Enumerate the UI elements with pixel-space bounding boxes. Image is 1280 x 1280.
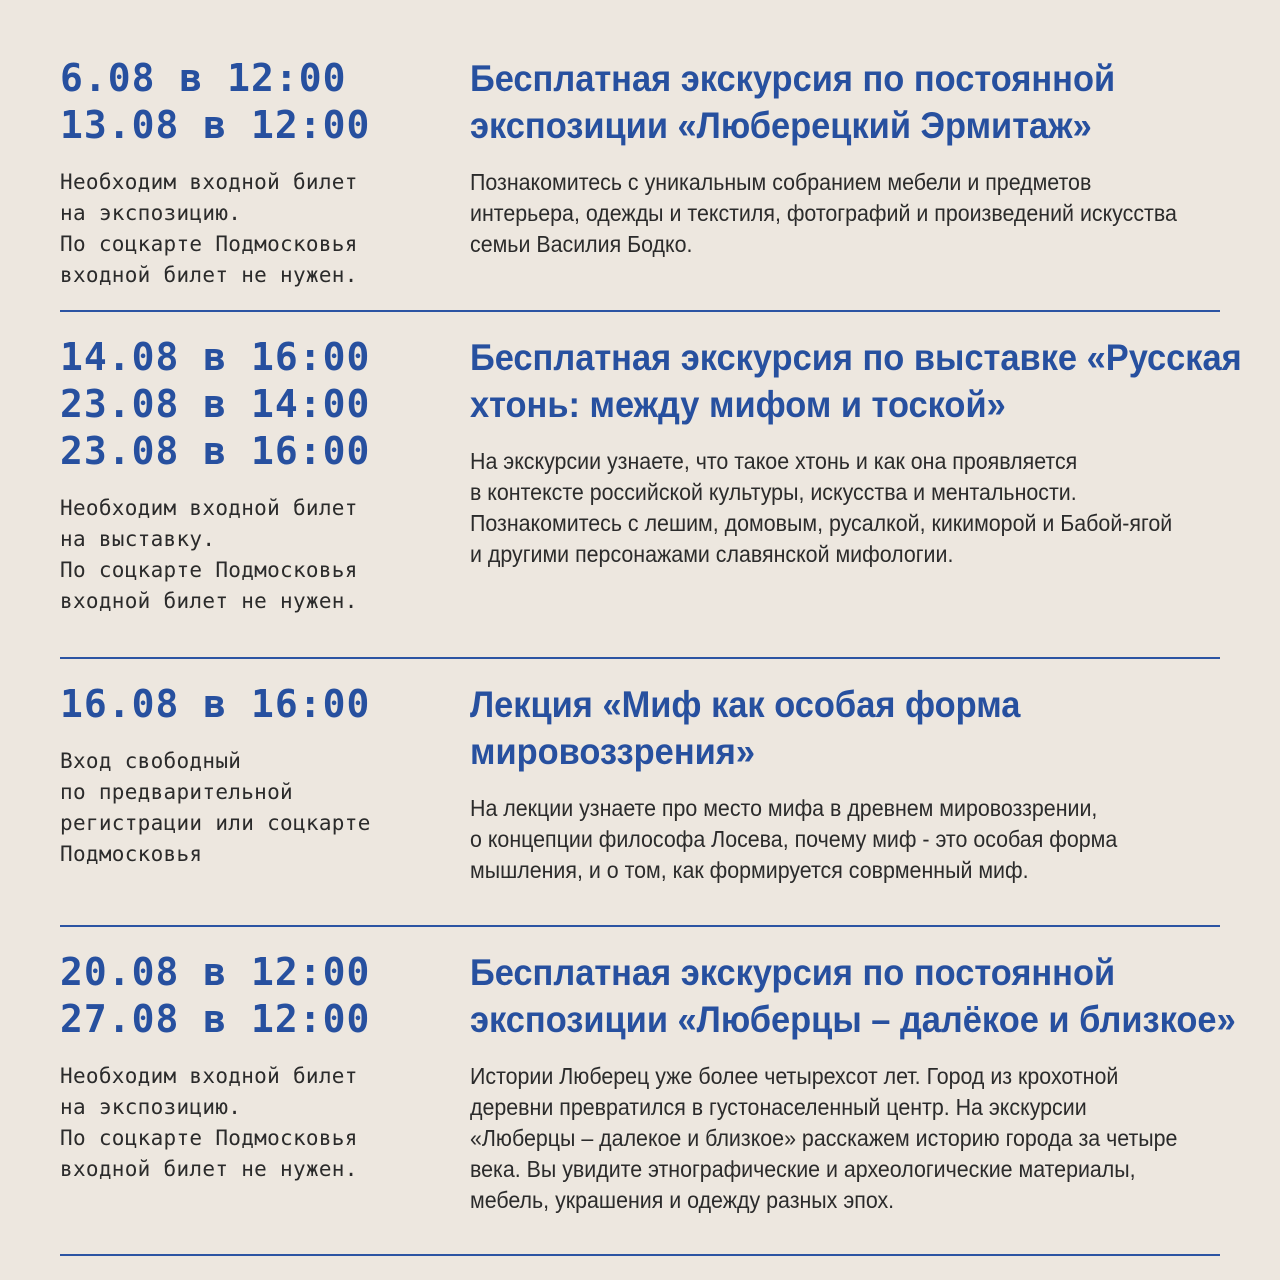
event-date: 14.08 в 16:00: [60, 335, 371, 379]
description-line: в контексте российской культуры, искусства и ментальности.: [470, 479, 1077, 505]
title-line: Бесплатная экскурсия по постоянной: [470, 58, 1116, 99]
event-dates: [60, 949, 460, 1043]
event-dates: [60, 681, 460, 728]
event-description: [470, 1061, 1230, 1216]
description-line: Познакомитесь с лешим, домовым, русалкой, кикиморой и Бабой-ягой: [470, 510, 1173, 536]
event-schedule: [60, 55, 460, 291]
event-description: [470, 446, 1230, 570]
event-date: 23.08 в 16:00: [60, 429, 371, 473]
event-info: [470, 55, 1230, 260]
note-line: на выставку.: [60, 527, 216, 551]
note-line: входной билет не нужен.: [60, 589, 358, 613]
note-line: входной билет не нужен.: [60, 1157, 358, 1181]
note-line: на экспозицию.: [60, 201, 242, 225]
event-title: [470, 681, 1230, 775]
event-info: [470, 334, 1242, 570]
event-item: [60, 334, 1242, 659]
description-line: деревни превратился в густонаселенный центр. На экскурсии: [470, 1094, 1087, 1120]
title-line: хтонь: между мифом и тоской»: [470, 384, 1006, 425]
event-ticket-note: [60, 167, 460, 291]
event-date: 13.08 в 12:00: [60, 103, 371, 147]
description-line: семьи Василия Бодко.: [470, 231, 693, 257]
description-line: века. Вы увидите этнографические и археологические материалы,: [470, 1156, 1136, 1182]
event-date: 23.08 в 14:00: [60, 382, 371, 426]
title-line: Лекция «Миф как особая форма: [470, 684, 1021, 725]
description-line: мышления, и о том, как формируется соврменный миф.: [470, 857, 1029, 883]
event-item: [60, 681, 1220, 927]
description-line: и другими персонажами славянской мифологии.: [470, 541, 954, 567]
note-line: Необходим входной билет: [60, 1064, 358, 1088]
event-date: 27.08 в 12:00: [60, 997, 371, 1041]
event-date: 6.08 в 12:00: [60, 56, 347, 100]
event-ticket-note: [60, 493, 460, 617]
description-line: Истории Люберец уже более четырехсот лет. Город из крохотной: [470, 1063, 1119, 1089]
event-description: [470, 167, 1230, 260]
description-line: «Люберцы – далекое и близкое» расскажем историю города за четыре: [470, 1125, 1178, 1151]
description-line: о концепции философа Лосева, почему миф - это особая форма: [470, 826, 1118, 852]
event-item: [60, 55, 1220, 312]
event-title: [470, 55, 1230, 149]
event-dates: [60, 334, 460, 475]
note-line: Необходим входной билет: [60, 170, 358, 194]
note-line: на экспозицию.: [60, 1095, 242, 1119]
description-line: интерьера, одежды и текстиля, фотографий и произведений искусства: [470, 200, 1177, 226]
event-item: [60, 949, 1236, 1256]
event-schedule: [60, 681, 460, 870]
event-date: 16.08 в 16:00: [60, 682, 371, 726]
note-line: по предварительной: [60, 780, 293, 804]
description-line: На лекции узнаете про место мифа в древнем мировоззрении,: [470, 795, 1098, 821]
event-dates: [60, 55, 460, 149]
note-line: Подмосковья: [60, 842, 203, 866]
title-line: Бесплатная экскурсия по постоянной: [470, 952, 1116, 993]
note-line: По соцкарте Подмосковья: [60, 558, 358, 582]
event-info: [470, 949, 1236, 1216]
title-line: экспозиции «Люберцы – далёкое и близкое»: [470, 999, 1236, 1040]
event-title: [470, 334, 1242, 428]
event-ticket-note: [60, 1061, 460, 1185]
event-ticket-note: [60, 746, 460, 870]
event-description: [470, 793, 1230, 886]
description-line: мебель, украшения и одежду разных эпох.: [470, 1187, 895, 1213]
note-line: регистрации или соцкарте: [60, 811, 371, 835]
title-line: мировоззрения»: [470, 731, 755, 772]
title-line: Бесплатная экскурсия по выставке «Русская: [470, 337, 1242, 378]
note-line: Вход свободный: [60, 749, 242, 773]
event-title: [470, 949, 1236, 1043]
note-line: По соцкарте Подмосковья: [60, 232, 358, 256]
event-info: [470, 681, 1230, 886]
title-line: экспозиции «Люберецкий Эрмитаж»: [470, 105, 1092, 146]
event-schedule: [60, 949, 460, 1185]
note-line: входной билет не нужен.: [60, 263, 358, 287]
note-line: Необходим входной билет: [60, 496, 358, 520]
event-date: 20.08 в 12:00: [60, 950, 371, 994]
event-schedule: [60, 334, 460, 617]
note-line: По соцкарте Подмосковья: [60, 1126, 358, 1150]
description-line: Познакомитесь с уникальным собранием мебели и предметов: [470, 169, 1092, 195]
description-line: На экскурсии узнаете, что такое хтонь и как она проявляется: [470, 448, 1078, 474]
